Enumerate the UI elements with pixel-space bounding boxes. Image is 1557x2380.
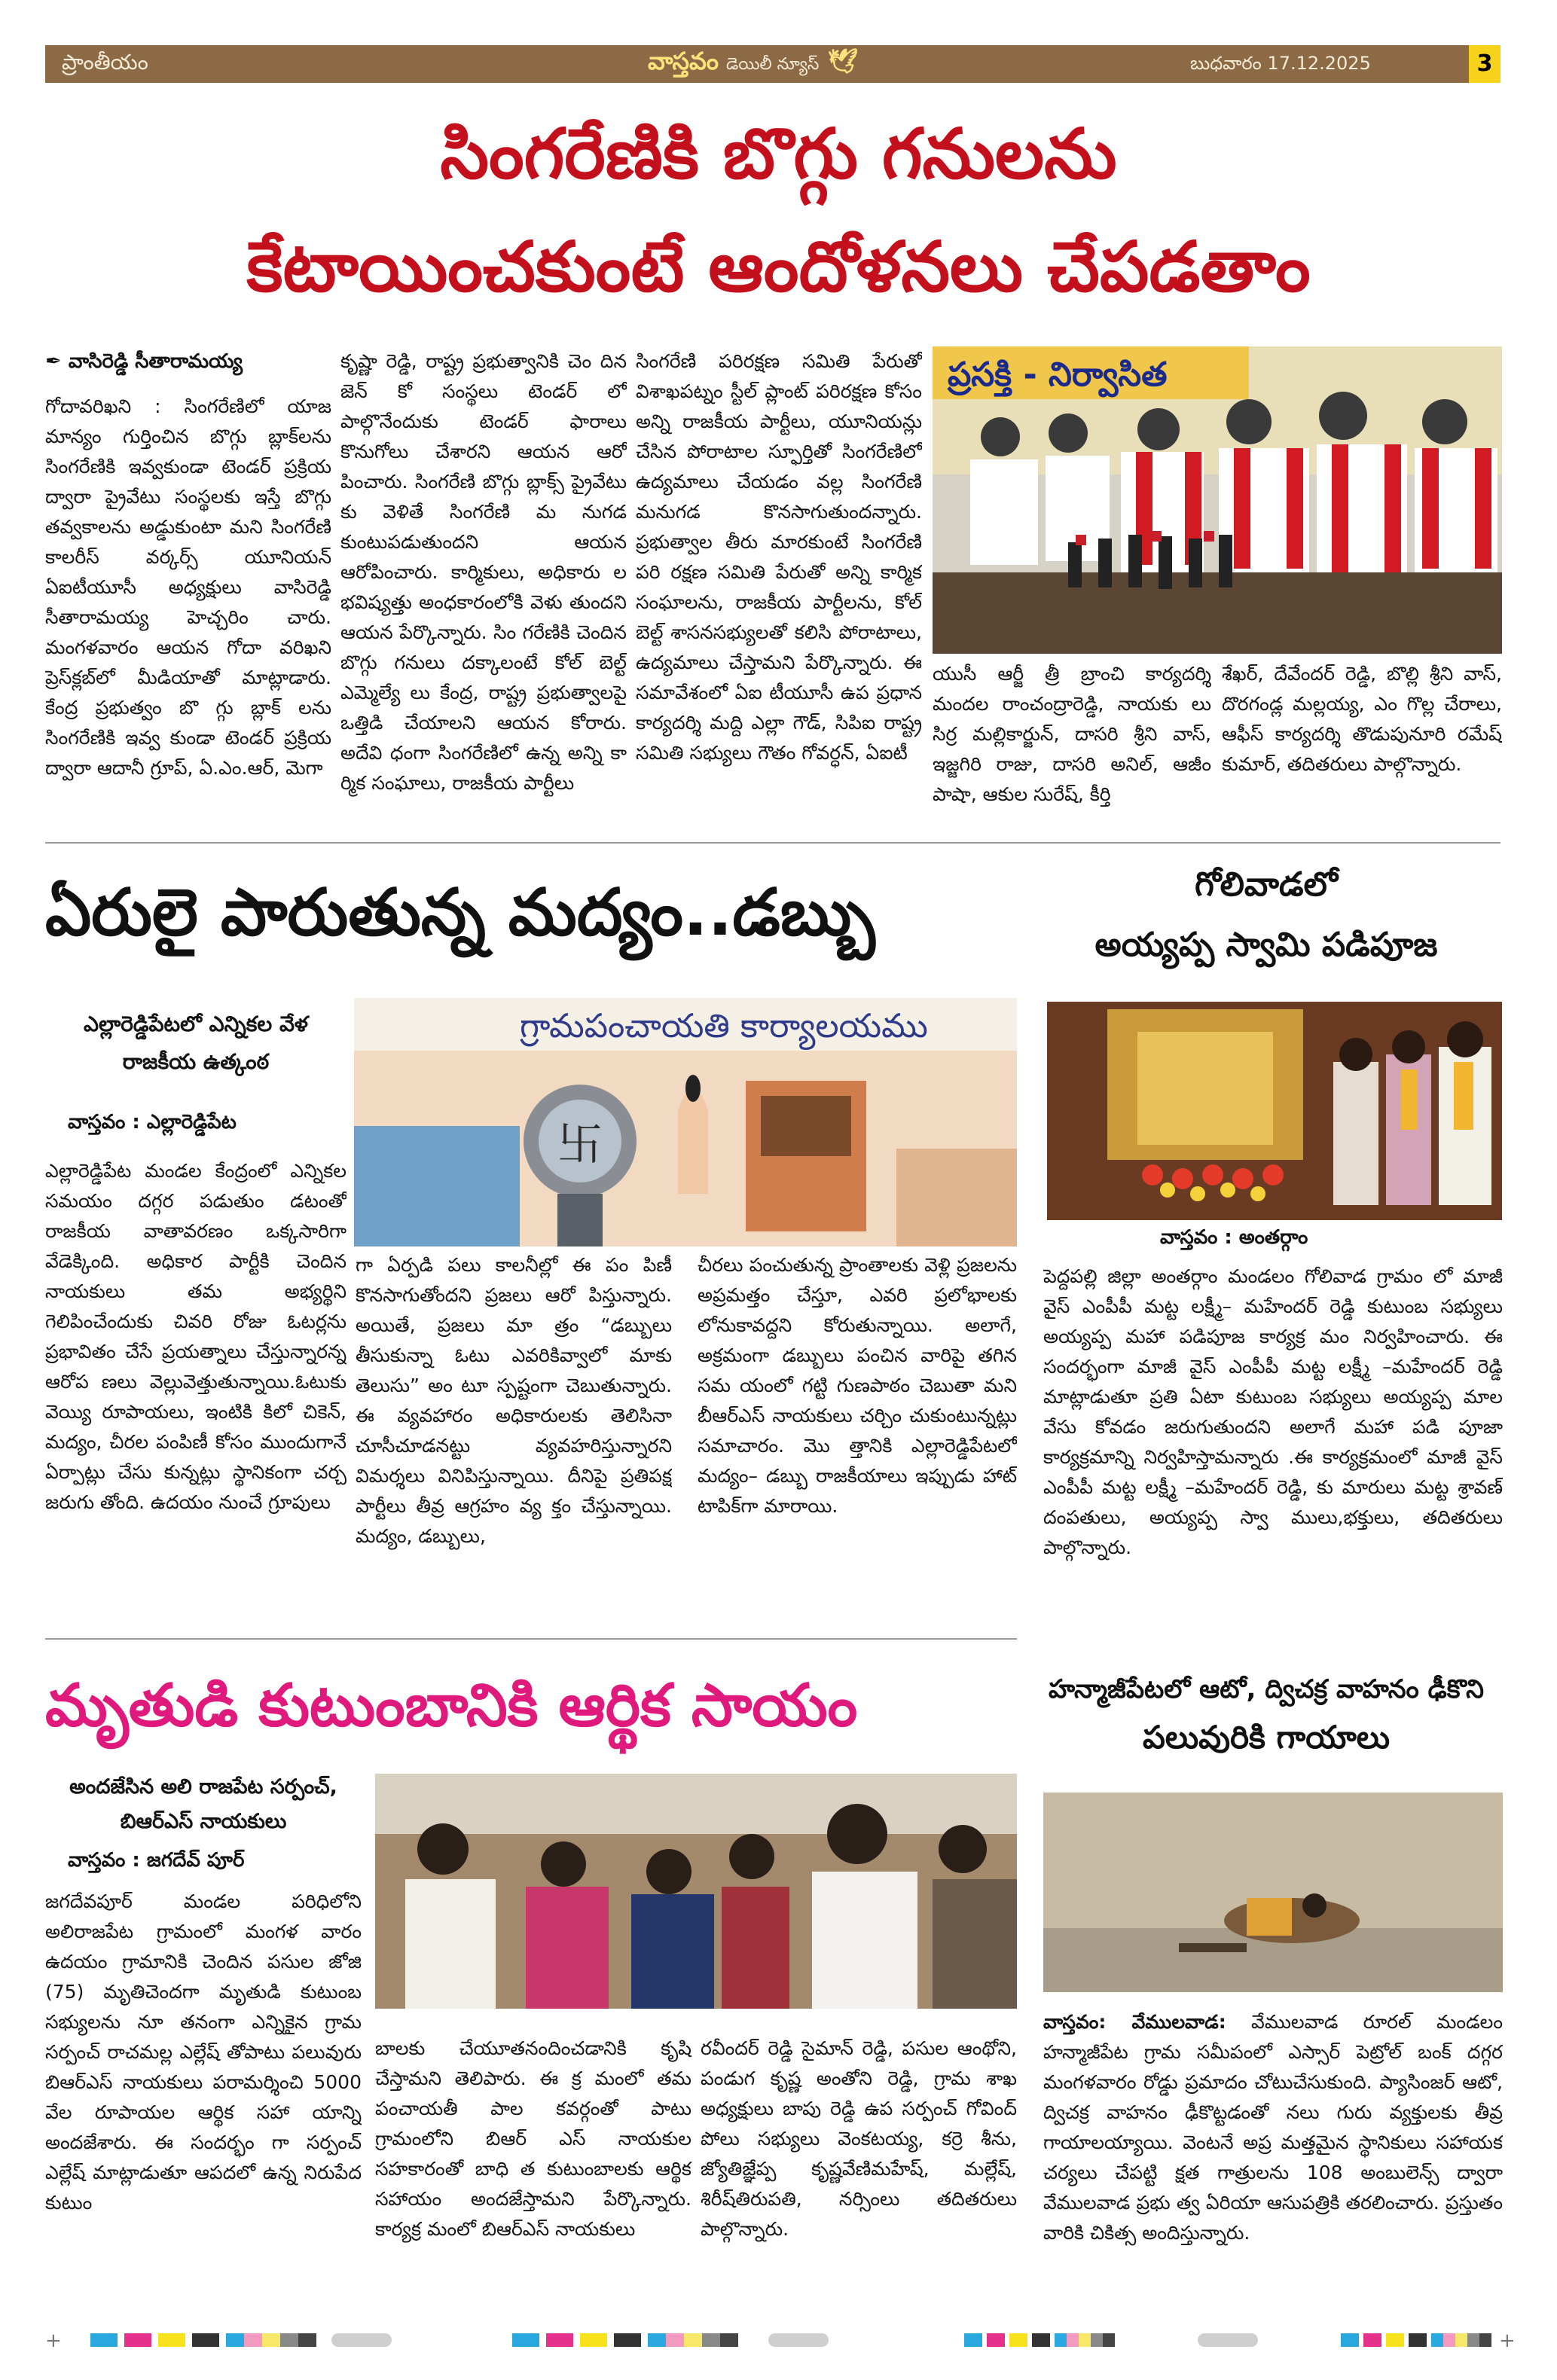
story5-accident-photo — [1043, 1793, 1503, 1992]
page-number: 3 — [1469, 45, 1501, 83]
registration-cross-icon: + — [1499, 2330, 1516, 2352]
story1-byline-text: వాసిరెడ్డి సీతారామయ్య — [68, 350, 243, 373]
registration-cross-icon: + — [45, 2330, 62, 2352]
story1-column-3: సింగరేణి పరిరక్షణ సమితి పేరుతో విశాఖపట్నం స్టీల్ ప్లాంట్ పరిరక్షణ కోసం అన్ని రాజకీయ పార్టీలు, యూనియన్లు చేసిన పోరాటాల స్ఫూర్తితో సింగరేణిలో ఉద్యమాలు చేయడం వల్ల సింగరేణి మనుగడ కొనసాగుతుందన్నారు. ప్రభుత్వాల తీరు మారకుంటే సింగరేణి పరి రక్షణ సమితి పేరుతో అన్ని కార్మిక సంఘాలను, రాజకీయ పార్టీలను, కోల్ బెల్ట్ శాసనసభ్యులతో కలిసి పోరాటాలు, ఉద్యమాలు చేస్తామని పేర్కొన్నారు. ఈ సమావేశంలో ఏఐ టీయూసీ ఉప ప్రధాన కార్యదర్శి మద్ది ఎల్లా గౌడ్, సిపిఐ రాష్ట్ర సమితి సభ్యులు గౌతం గోవర్ధన్, ఏఐటీ — [636, 350, 922, 764]
gray-bar — [331, 2333, 392, 2347]
story5-body — [1043, 2007, 1503, 2308]
story1-press-meet-photo — [933, 346, 1502, 654]
story1-column-2: కృష్ణా రెడ్డి, రాష్ట్ర ప్రభుత్వానికి చెం దిన జెన్ కో సంస్థలు టెండర్ లో పాల్గొనేందుకు టెండర్ ఫారాలు కొనుగోలు చేశారని ఆయన ఆరో పించారు. సింగరేణి బొగ్గు బ్లాక్స్ ప్రైవేటు కు వెళితే సింగరేణి మ నుగడ కుంటుపడుతుందని ఆయన ఆరోపించారు. కార్మికులు, అధికారు ల భవిష్యత్తు అంధకారంలోకి వెళు తుందని ఆయన పేర్కొన్నారు. సిం గరేణికి చెందిన బొగ్గు గనులు దక్కాలంటే కోల్ బెల్ట్ ఎమ్మెల్యే లు కేంద్ర, రాష్ట్ర ప్రభుత్వాలపై ఒత్తిడి చేయాలని ఆయన కోరారు. అదేవి ధంగా సింగరేణిలో ఉన్న అన్ని కా ర్మిక సంఘాలు, రాజకీయ పార్టీలు — [340, 350, 627, 794]
gray-bar — [768, 2333, 829, 2347]
bird-icon: 🕊 — [827, 47, 859, 75]
story4-column-1: జగదేవపూర్ మండల పరిధిలోని అలిరాజపేట గ్రామంలో మంగళ వారం ఉదయం గ్రామానికి చెందిన పసుల జోజి (75) మృతిచెందగా మృతుడి కుటుంబ సభ్యులను నూ తనంగా ఎన్నికైన గ్రామ సర్పంచ్ రాచమల్ల ఎల్లేష్ తోపాటు పలువురు బిఆర్ఎస్ నాయకులు పరామర్శించి 5000 వేల రూపాయల ఆర్థిక సహా యాన్ని అందజేశారు. ఈ సందర్భం గా సర్పంచ్ ఎల్లేష్ మాట్లాడుతూ ఆపదలో ఉన్న నిరుపేద కుటుం — [45, 1890, 362, 2214]
story1-headline-line1: సింగరేణికి బొగ్గు గనులను — [440, 114, 1117, 194]
story2-column-2: గా ఏర్పడి పలు కాలనీల్లో ఈ పం పిణీ కొనసాగుతోందని ప్రజలు ఆరో పిస్తున్నారు. అయితే, ప్రజలు మా త్రం “డబ్బులు తీసుకున్నా ఓటు ఎవరికివ్వాలో మాకు తెలుసు” అం టూ స్పష్టంగా చెబుతున్నారు. ఈ వ్యవహారం అధికారులకు తెలిసినా చూసీచూడనట్టు వ్యవహరిస్తున్నారని విమర్శలు వినిపిస్తున్నాయి. దీనిపై ప్రతిపక్ష పార్టీలు తీవ్ర ఆగ్రహం వ్య క్తం చేస్తున్నాయి. మద్యం, డబ్బులు, — [356, 1254, 672, 1547]
story3-body: పెద్దపల్లి జిల్లా అంతర్గాం మండలం గోలివాడ గ్రామం లో మాజీ వైస్ ఎంపీపీ మట్ట లక్ష్మీ– మహేందర్ రెడ్డి కుటుంబ సభ్యులు అయ్యప్ప మహా పడిపూజ కార్యక్ర మం నిర్వహించారు. ఈ సందర్భంగా మాజీ వైస్ ఎంపీపీ మట్ట లక్ష్మీ –మహేందర్ రెడ్డి మాట్లాడుతూ ప్రతి ఏటా కుటుంబ సభ్యులు అయ్యప్ప మాల వేసు కోవడం జరుగుతుందని అలాగే మహా పడి పూజా కార్యక్రమాన్ని నిర్వహిస్తామన్నారు .ఈ కార్యక్రమంలో మాజీ వైస్ ఎంపీపీ మట్ట లక్ష్మీ –మహేందర్ రెడ్డి, కు మారులు మట్ట శ్రావణ్ దంపతులు, అయ్యప్ప స్వా ములు,భక్తులు, తదితరులు పాల్గొన్నారు. — [1043, 1265, 1503, 1558]
brand-tagline: డెయిలీ న్యూస్ — [725, 55, 820, 74]
story5-headline-line1: హన్మాజీపేటలో ఆటో, ద్విచక్ర వాహనం ఢీకొని — [1048, 1674, 1485, 1704]
issue-date: బుధవారం 17.12.2025 — [1190, 53, 1371, 74]
story1-caption-left: యుసీ ఆర్జీ త్రీ బ్రాంచి కార్యదర్శి మందల రాంచంద్రారెడ్డి, నాయకు లు సిర్ర మల్లికార్జున్, దాసరి శ్రీని వాస్, ఇజ్జగిరి రాజు, దాసరి అనిల్, ఆజీం పాషా, ఆకుల సురేష్, కీర్తి — [933, 663, 1211, 805]
story1-headline-line2: కేటాయించకుంటే ఆందోళనలు చేపడతాం — [246, 227, 1311, 307]
story4-subhead-line2: బిఆర్ఎస్ నాయకులు — [120, 1810, 287, 1833]
story3-headline-line1: గోలివాడలో — [1195, 865, 1338, 904]
divider — [45, 842, 1501, 844]
color-bar — [512, 2333, 738, 2347]
story4-byline: వాస్తవం : జగదేవ్ పూర్ — [68, 1849, 245, 1872]
story5-dateline: వాస్తవం: వేములవాడ: — [1043, 2011, 1226, 2033]
story1-caption-right: శేఖర్, దేవేందర్ రెడ్డి, బొల్లి శ్రీని వాస్, దొరగండ్ల మల్లయ్య, ఎం గొల్ల చేరాలు, ఆఫీస్ కార్యదర్శి తొడుపునూరి రమేష్ కుమార్, తదితరులు పాల్గొన్నారు. — [1222, 663, 1502, 775]
story2-column-3: చీరలు పంచుతున్న ప్రాంతాలకు వెళ్లి ప్రజలను అప్రమత్తం చేస్తూ, ఎవరి ప్రలోభాలకు లోనుకావద్దని కోరుతున్నాయి. అలాగే, అక్రమంగా డబ్బులు పంచిన వారిపై తగిన సమ యంలో గట్టి గుణపాఠం చెబుతా మని బీఆర్ఎస్ నాయకులు చర్చిం చుకుంటున్నట్లు సమాచారం. మొ త్తానికి ఎల్లారెడ్డిపేటలో మద్యం– డబ్బు రాజకీయాలు ఇప్పుడు హాట్ టాపిక్‌గా మారాయి. — [698, 1254, 1017, 1517]
page-header — [45, 45, 1501, 83]
story1-column-1: గోదావరిఖని : సింగరేణిలో యాజ మాన్యం గుర్తించిన బొగ్గు బ్లాక్‌లను సింగరేణికి ఇవ్వకుండా టెండర్ ప్రక్రియ ద్వారా ప్రైవేటు సంస్థలకు ఇస్తే బొగ్గు తవ్వకాలను అడ్డుకుంటా మని సింగరేణి కాలరీస్ వర్కర్స్ యూనియన్ ఏఐటీయూసీ అధ్యక్షులు వాసిరెడ్డి సీతారామయ్య హెచ్చరిం చారు. మంగళవారం ఆయన గోదా వరిఖని ప్రెస్‌క్లబ్‌లో మీడియాతో మాట్లాడారు. కేంద్ర ప్రభుత్వం బొ గ్గు బ్లాక్ లను సింగరేణికి ఇవ్వ కుండా టెండర్ ప్రక్రియ ద్వారా ఆదానీ గ్రూప్, ఏ.ఎం.ఆర్, మెగా — [45, 395, 331, 779]
story2-byline: వాస్తవం : ఎల్లారెడ్డిపేట — [68, 1111, 237, 1134]
story3-byline: వాస్తవం : అంతర్గాం — [1160, 1226, 1308, 1249]
swastik-stamp-icon: 卐 — [557, 1118, 603, 1171]
story2-subhead-line1: ఎల్లారెడ్డిపేటలో ఎన్నికల వేళ — [84, 1012, 308, 1036]
pen-icon: ✒ — [45, 350, 62, 373]
color-bar — [1341, 2333, 1491, 2347]
story2-illustration — [354, 998, 1017, 1246]
story5-body-text: వేములవాడ రూరల్ మండలం హన్మాజీపేట గ్రామ సమీపంలో ఎస్సార్ పెట్రోల్ బంక్ దగ్గర మంగళవారం రోడ్డు ప్రమాదం చోటుచేసుకుంది. ప్యాసింజర్ ఆటో, ద్విచక్ర వాహనం ఢీకొట్టడంతో నలు గురు వ్యక్తులకు తీవ్ర గాయాలయ్యాయి. వెంటనే అప్ర మత్తమైన స్థానికులు సహాయక చర్యలు చేపట్టి క్షత గాత్రులను 108 అంబులెన్స్ ద్వారా వేములవాడ ప్రభు త్వ ఏరియా ఆసుపత్రికి తరలించారు. ప్రస్తుతం వారికి చికిత్స అందిస్తున్నారు. — [1043, 2011, 1503, 2244]
brand-name: వాస్తవం — [648, 47, 719, 75]
banner-text: ప్రసక్తి - నిర్వాసిత — [948, 355, 1168, 394]
story5-headline-line2: పలువురికి గాయాలు — [1142, 1719, 1391, 1756]
story4-subhead-line1: అందజేసిన అలి రాజపేట సర్పంచ్, — [69, 1775, 337, 1799]
color-bar — [964, 2333, 1115, 2347]
newspaper-brand — [648, 47, 858, 81]
gray-bar — [1198, 2333, 1258, 2347]
illustration-sign: గ్రామపంచాయతి కార్యాలయము — [520, 1007, 928, 1045]
color-bar — [90, 2333, 316, 2347]
story4-headline: మృతుడి కుటుంబానికి ఆర్థిక సాయం — [45, 1672, 858, 1740]
story2-subhead-line2: రాజకీయ ఉత్కంఠ — [122, 1049, 270, 1074]
story4-column-3: రవీందర్ రెడ్డి సైమాన్ రెడ్డి, పసుల ఆంథోని, పండుగ కృష్ణ అంతోని రెడ్డి, గ్రామ శాఖ అధ్యక్షులు బాపు రెడ్డి ఉప సర్పంచ్ గోవింద్ పోలు సభ్యులు వెంకటయ్య, కర్రె శీను, జ్యోతిజ్ఞేప్ప కృష్ణవేణిమహేష్, మల్లేష్, శిరీష్‌తిరుపతి, నర్సింలు తదితరులు పాల్గొన్నారు. — [701, 2037, 1017, 2240]
story2-column-1: ఎల్లారెడ్డిపేట మండల కేంద్రంలో ఎన్నికల సమయం దగ్గర పడుతుం డటంతో రాజకీయ వాతావరణం ఒక్కసారిగా వేడెక్కింది. అధికార పార్టీకి చెందిన నాయకులు తమ అభ్యర్థిని గెలిపించేందుకు చివరి రోజు ఓటర్లను ప్రభావితం చేసే ప్రయత్నాలు చేస్తున్నారన్న ఆరోప ణలు వెల్లువెత్తుతున్నాయి.ఓటుకు వెయ్యి రూపాయలు, ఇంటికి కిలో చికెన్, మద్యం, చీరల పంపిణీ కోసం ముందుగానే ఏర్పాట్లు చేసు కున్నట్లు స్థానికంగా చర్చ జరుగు తోంది. ఉదయం నుంచే గ్రూపులు — [45, 1160, 347, 1513]
divider — [45, 1638, 1017, 1640]
story1-byline — [45, 350, 243, 377]
story4-family-photo — [375, 1774, 1017, 2009]
story3-pooja-photo — [1047, 1002, 1502, 1220]
section-label: ప్రాంతీయం — [62, 50, 148, 75]
story3-headline-line2: అయ్యప్ప స్వామి పడిపూజ — [1094, 926, 1438, 964]
story2-headline: ఏరులై పారుతున్న మద్యం..డబ్బు — [45, 875, 876, 950]
story4-column-2: బాలకు చేయూతనందించడానికి కృషి చేస్తామని తెలిపారు. ఈ క్ర మంలో తమ పంచాయతీ పాల కవర్గంతో పాటు గ్రామంలోని బిఆర్ ఎస్ నాయకుల సహకారంతో బాధి త కుటుంబాలకు ఆర్థిక సహాయం అందజేస్తామని పేర్కొన్నారు. కార్యక్ర మంలో బిఆర్ఎస్ నాయకులు — [375, 2037, 691, 2240]
